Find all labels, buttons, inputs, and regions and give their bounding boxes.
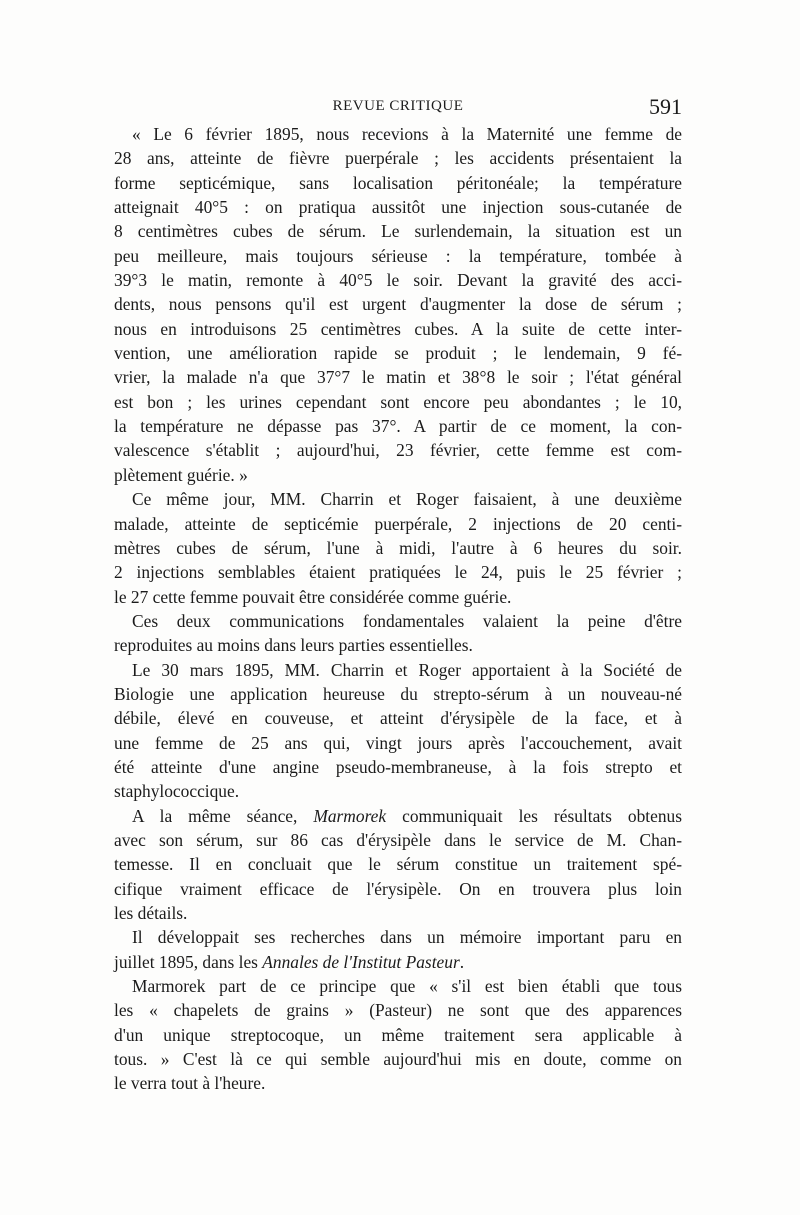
text-line: malade, atteinte de septicémie puerpérale, 2 injections de 20 centi- — [114, 513, 682, 534]
text-line: vention, une amélioration rapide se produit ; le lendemain, 9 fé- — [114, 343, 682, 364]
text-line: d'un unique streptocoque, un même traitement sera applicable à — [114, 1024, 682, 1045]
text-line: Il développait ses recherches dans un mémoire important paru en — [132, 927, 682, 948]
italic-title: Marmorek — [313, 805, 387, 826]
text-line: mètres cubes de sérum, l'une à midi, l'autre à 6 heures du soir. — [114, 537, 682, 558]
page-number: 591 — [649, 94, 682, 119]
text-line: Ces deux communications fondamentales valaient la peine d'être — [132, 610, 682, 631]
text-line: 2 injections semblables étaient pratiquées le 24, puis le 25 février ; — [114, 562, 682, 583]
text-line: débile, élevé en couveuse, et atteint d'érysipèle de la face, et à — [114, 708, 682, 729]
text-line: Le 30 mars 1895, MM. Charrin et Roger apportaient à la Société de — [132, 659, 682, 680]
text-line: 28 ans, atteinte de fièvre puerpérale ; les accidents présentaient la — [114, 148, 682, 169]
page-header — [114, 94, 682, 122]
text-line: Biologie une application heureuse du strepto-sérum à un nouveau-né — [114, 683, 682, 704]
text-line: plètement guérie. » — [114, 464, 248, 485]
italic-title: Annales de l'Institut Pasteur — [262, 951, 460, 972]
running-title: REVUE CRITIQUE — [332, 98, 464, 114]
text-line: atteignait 40°5 : on pratiqua aussitôt une injection sous-cutanée de — [114, 197, 682, 218]
text-line: A la même séance, Marmorek communiquait les résultats obtenus — [132, 805, 682, 826]
text-line: juillet 1895, dans les Annales de l'Institut Pasteur. — [114, 951, 465, 972]
text-line: avec son sérum, sur 86 cas d'érysipèle dans le service de M. Chan- — [114, 829, 682, 850]
text-line: temesse. Il en concluait que le sérum constitue un traitement spé- — [114, 854, 682, 875]
text-line: été atteinte d'une angine pseudo-membraneuse, à la fois strepto et — [114, 756, 682, 777]
text-line: est bon ; les urines cependant sont encore peu abondantes ; le 10, — [114, 391, 682, 412]
text-line: vrier, la malade n'a que 37°7 le matin et 38°8 le soir ; l'état général — [114, 367, 682, 388]
text-line: forme septicémique, sans localisation péritonéale; la température — [114, 172, 682, 193]
text-line: le verra tout à l'heure. — [114, 1073, 266, 1094]
text-line: 8 centimètres cubes de sérum. Le surlendemain, la situation est un — [114, 221, 682, 242]
text-line: une femme de 25 ans qui, vingt jours après l'accouchement, avait — [114, 732, 682, 753]
text-line: cifique vraiment efficace de l'érysipèle. On en trouvera plus loin — [114, 878, 682, 899]
text-line: reproduites au moins dans leurs parties essentielles. — [114, 635, 473, 656]
text-line: « Le 6 février 1895, nous recevions à la Maternité une femme de — [132, 124, 682, 144]
text-line: valescence s'établit ; aujourd'hui, 23 février, cette femme est com- — [114, 440, 682, 461]
text-line: tous. » C'est là ce qui semble aujourd'hui mis en doute, comme on — [114, 1049, 682, 1070]
text-line: les « chapelets de grains » (Pasteur) ne sont que des apparences — [114, 1000, 682, 1021]
text-line: la température ne dépasse pas 37°. A partir de ce moment, la con- — [114, 416, 682, 437]
body-text — [114, 122, 682, 1096]
text-line: Ce même jour, MM. Charrin et Roger faisaient, à une deuxième — [132, 489, 682, 510]
text-line: Marmorek part de ce principe que « s'il est bien établi que tous — [132, 976, 682, 997]
text-line: le 27 cette femme pouvait être considérée comme guérie. — [114, 586, 512, 607]
text-line: dents, nous pensons qu'il est urgent d'augmenter la dose de sérum ; — [114, 294, 682, 315]
text-line: nous en introduisons 25 centimètres cubes. A la suite de cette inter- — [114, 318, 682, 339]
text-line: peu meilleure, mais toujours sérieuse : la température, tombée à — [114, 245, 682, 266]
text-line: 39°3 le matin, remonte à 40°5 le soir. Devant la gravité des acci- — [114, 270, 682, 291]
text-line: staphylococcique. — [114, 781, 240, 802]
text-line: les détails. — [114, 903, 188, 923]
